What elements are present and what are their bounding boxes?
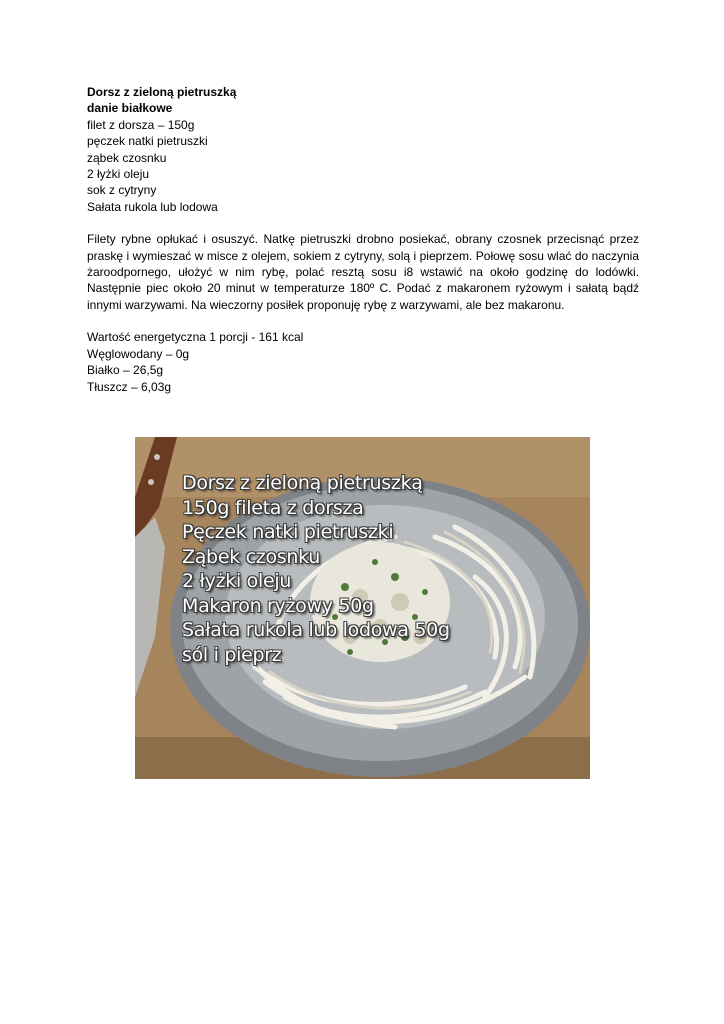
photo-caption-line: Pęczek natki pietruszki (182, 521, 394, 543)
photo-caption-line: Ząbek czosnku (182, 545, 320, 568)
photo-caption-line: 2 łyżki oleju (182, 570, 292, 592)
recipe-subtitle: danie białkowe (87, 101, 173, 116)
dish-photo (135, 437, 590, 779)
nutrition-item: Węglowodany – 0g (87, 346, 190, 361)
ingredient-item: sok z cytryny (87, 183, 157, 198)
photo-caption-line: sól i pieprz (182, 643, 282, 666)
nutrition-item: Wartość energetyczna 1 porcji - 161 kcal (87, 330, 304, 345)
ingredient-item: pęczek natki pietruszki (87, 134, 208, 149)
spacer (87, 313, 639, 329)
recipe-text (87, 84, 639, 395)
ingredient-item: 2 łyżki oleju (87, 167, 150, 182)
photo-caption-line: Sałata rukola lub lodowa 50g (182, 619, 450, 641)
photo-caption-line: Makaron ryżowy 50g (182, 594, 374, 617)
photo-caption (182, 471, 450, 667)
nutrition-item: Białko – 26,5g (87, 363, 164, 378)
spacer (87, 215, 639, 231)
ingredient-item: Sałata rukola lub lodowa (87, 199, 218, 214)
instructions-paragraph: Filety rybne opłukać i osuszyć. Natkę pietruszki drobno posiekać, obrany czosnek przecisnąć przez praskę i wymieszać w misce z olejem, sokiem z cytryny, solą i pieprzem. Połowę sosu wlać do naczynia żaroodpornego, ułożyć w nim rybę, polać resztą sosu i8 wstawić na około godzinę do lodówki. Następnie piec około 20 minut w temperaturze 180º C. Podać z makaronem ryżowym i sałatą bądź innymi warzywami. Na wieczorny posiłek proponuję rybę z warzywami, ale bez makaronu. (87, 232, 639, 312)
recipe-title: Dorsz z zieloną pietruszką (87, 85, 237, 99)
nutrition-item: Tłuszcz – 6,03g (87, 379, 172, 394)
ingredient-item: ząbek czosnku (87, 150, 167, 165)
ingredient-item: filet z dorsza – 150g (87, 117, 195, 132)
photo-caption-line: Dorsz z zieloną pietruszką (182, 472, 423, 494)
photo-caption-line: 150g fileta z dorsza (182, 496, 364, 519)
